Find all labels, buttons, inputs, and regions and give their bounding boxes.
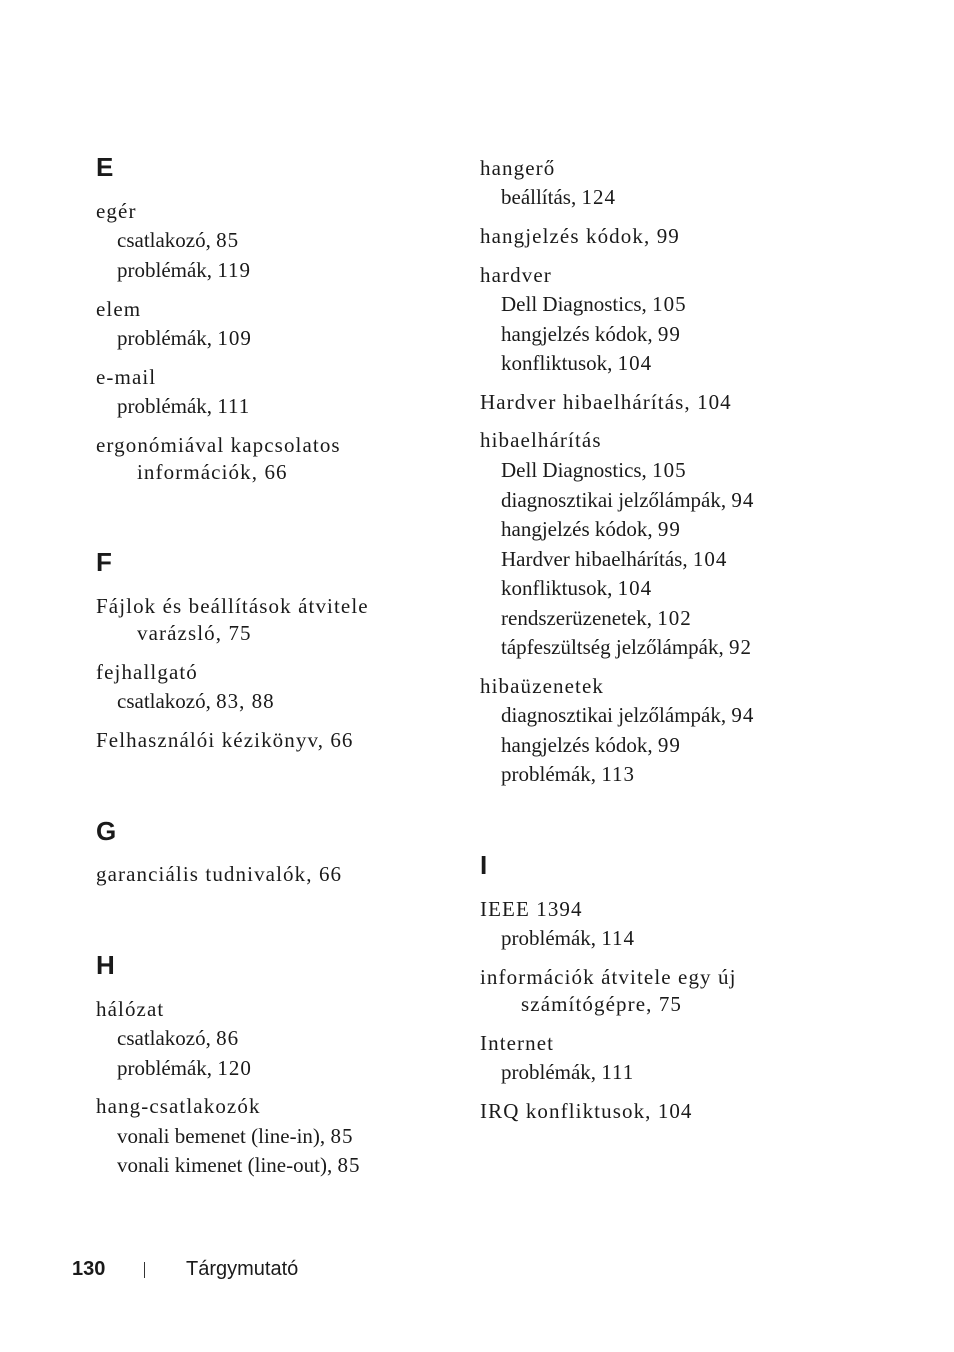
index-term: hangjelzés kódok, — [501, 322, 653, 346]
page-reference: 75 — [658, 992, 682, 1016]
index-term: csatlakozó, — [117, 228, 211, 252]
page-reference: 66 — [318, 862, 342, 886]
page-reference: 75 — [228, 621, 252, 645]
index-subentry — [501, 487, 754, 513]
index-entry — [480, 673, 604, 699]
index-term: varázsló, — [137, 621, 223, 645]
page-reference: 99 — [657, 733, 681, 757]
index-term: hibaelhárítás — [480, 428, 602, 452]
page-reference: 120 — [217, 1056, 252, 1080]
page-reference: 104 — [617, 576, 653, 600]
index-subentry — [501, 291, 687, 317]
index-term: Internet — [480, 1031, 555, 1055]
index-entry — [480, 223, 680, 249]
index-term: problémák, — [117, 326, 213, 350]
index-term: hardver — [480, 263, 552, 287]
page-reference: 94 — [731, 703, 755, 727]
index-term: Hardver hibaelhárítás, — [480, 390, 691, 414]
index-subentry — [501, 702, 754, 728]
section-letter-text: H — [96, 950, 115, 980]
index-entry-continuation — [137, 459, 287, 485]
index-term: hálózat — [96, 997, 165, 1021]
index-term: e-mail — [96, 365, 157, 389]
index-subentry — [501, 457, 687, 483]
page-reference: 113 — [601, 762, 636, 786]
index-subentry — [117, 1152, 360, 1178]
index-entry — [480, 896, 583, 922]
index-term: Dell Diagnostics, — [501, 292, 647, 316]
index-section-letter — [96, 547, 112, 577]
index-entry — [480, 1030, 554, 1056]
index-term: információk, — [137, 460, 259, 484]
index-subentry — [117, 688, 275, 714]
page-reference: 99 — [656, 224, 680, 248]
index-term: diagnosztikai jelzőlámpák, — [501, 703, 727, 727]
index-term: Fájlok és beállítások átvitele — [96, 594, 369, 618]
page-reference: 99 — [657, 322, 681, 346]
index-term: IEEE 1394 — [480, 897, 583, 921]
index-term: hang-csatlakozók — [96, 1094, 261, 1118]
index-entry — [96, 364, 156, 390]
section-letter-text: F — [96, 547, 112, 577]
index-term: csatlakozó, — [117, 689, 211, 713]
page-reference: 85 — [330, 1124, 354, 1148]
index-subentry — [501, 321, 681, 347]
index-term: problémák, — [501, 926, 597, 950]
index-subentry — [501, 732, 681, 758]
page-reference: 99 — [657, 517, 681, 541]
index-term: beállítás, — [501, 185, 577, 209]
index-entry — [480, 427, 602, 453]
index-term: problémák, — [117, 1056, 213, 1080]
page-reference: 111 — [217, 394, 251, 418]
index-term: rendszerüzenetek, — [501, 606, 652, 630]
index-term: hangjelzés kódok, — [480, 224, 651, 248]
page-reference: 104 — [657, 1099, 693, 1123]
index-section-letter — [96, 152, 113, 182]
page-reference: 109 — [217, 326, 252, 350]
index-subentry — [501, 516, 681, 542]
index-term: csatlakozó, — [117, 1026, 211, 1050]
index-term: elem — [96, 297, 142, 321]
index-subentry — [501, 761, 635, 787]
index-entry — [96, 593, 369, 619]
page-reference: 114 — [601, 926, 636, 950]
section-letter-text: I — [480, 850, 488, 880]
page-reference: 105 — [652, 458, 687, 482]
page-reference: 85 — [337, 1153, 361, 1177]
index-subentry — [117, 393, 250, 419]
index-term: IRQ konfliktusok, — [480, 1099, 652, 1123]
index-entry — [96, 861, 342, 887]
index-subentry — [501, 575, 652, 601]
index-term: fejhallgató — [96, 660, 198, 684]
index-term: információk átvitele egy új — [480, 965, 737, 989]
index-term: problémák, — [117, 258, 213, 282]
index-entry — [480, 389, 732, 415]
page-reference: 86 — [216, 1026, 240, 1050]
page-reference: 66 — [264, 460, 288, 484]
page-reference: 85 — [216, 228, 240, 252]
index-subentry — [501, 925, 635, 951]
index-section-letter — [480, 850, 487, 880]
index-term: Dell Diagnostics, — [501, 458, 647, 482]
index-subentry — [501, 350, 652, 376]
index-subentry — [501, 184, 616, 210]
index-term: ergonómiával kapcsolatos — [96, 433, 341, 457]
index-term: tápfeszültség jelzőlámpák, — [501, 635, 724, 659]
index-entry — [96, 296, 141, 322]
index-term: problémák, — [501, 1060, 597, 1084]
footer-title: Tárgymutató — [186, 1258, 299, 1280]
index-subentry — [117, 1025, 239, 1051]
index-entry — [96, 1093, 261, 1119]
index-entry-continuation — [137, 620, 251, 646]
index-term: egér — [96, 199, 137, 223]
index-subentry — [117, 227, 239, 253]
index-term: vonali kimenet (line-out), — [117, 1153, 333, 1177]
index-term: garanciális tudnivalók, — [96, 862, 313, 886]
section-letter-text: E — [96, 152, 114, 182]
index-subentry — [117, 1055, 252, 1081]
index-term: hibaüzenetek — [480, 674, 604, 698]
index-term: vonali bemenet (line-in), — [117, 1124, 326, 1148]
index-term: konfliktusok, — [501, 351, 613, 375]
index-term: konfliktusok, — [501, 576, 613, 600]
index-term: Felhasználói kézikönyv, — [96, 728, 325, 752]
page-reference: 83, 88 — [216, 689, 275, 713]
section-letter-text: G — [96, 816, 117, 846]
page-reference: 92 — [729, 635, 752, 659]
index-term: Hardver hibaelhárítás, — [501, 547, 688, 571]
index-subentry — [501, 605, 692, 631]
index-subentry — [117, 1123, 353, 1149]
index-entry — [480, 964, 737, 990]
page-reference: 119 — [217, 258, 252, 282]
index-term: hangerő — [480, 156, 556, 180]
index-entry — [96, 659, 198, 685]
index-term: hangjelzés kódok, — [501, 733, 653, 757]
index-term: diagnosztikai jelzőlámpák, — [501, 488, 727, 512]
index-entry — [480, 155, 555, 181]
index-term: problémák, — [501, 762, 597, 786]
index-subentry — [117, 325, 252, 351]
index-term: problémák, — [117, 394, 213, 418]
page-reference: 111 — [601, 1060, 635, 1084]
index-subentry — [501, 634, 752, 660]
page-reference: 104 — [692, 547, 728, 571]
index-entry — [96, 198, 137, 224]
index-subentry — [117, 257, 251, 283]
index-entry — [96, 727, 353, 753]
page-reference: 66 — [330, 728, 354, 752]
index-subentry — [501, 546, 727, 572]
page-reference: 102 — [657, 606, 692, 630]
page-reference: 105 — [652, 292, 687, 316]
index-section-letter — [96, 950, 115, 980]
index-term: számítógépre, — [521, 992, 653, 1016]
page-reference: 124 — [581, 185, 616, 209]
page-number: 130 — [72, 1258, 106, 1280]
index-entry — [480, 262, 552, 288]
footer-separator — [144, 1262, 145, 1278]
index-entry — [96, 996, 164, 1022]
index-subentry — [501, 1059, 634, 1085]
index-term: hangjelzés kódok, — [501, 517, 653, 541]
index-entry — [480, 1098, 692, 1124]
page-reference: 94 — [731, 488, 755, 512]
index-section-letter — [96, 816, 116, 846]
page-reference: 104 — [617, 351, 653, 375]
index-entry — [96, 432, 341, 458]
index-entry-continuation — [521, 991, 682, 1017]
page-reference: 104 — [697, 390, 732, 414]
